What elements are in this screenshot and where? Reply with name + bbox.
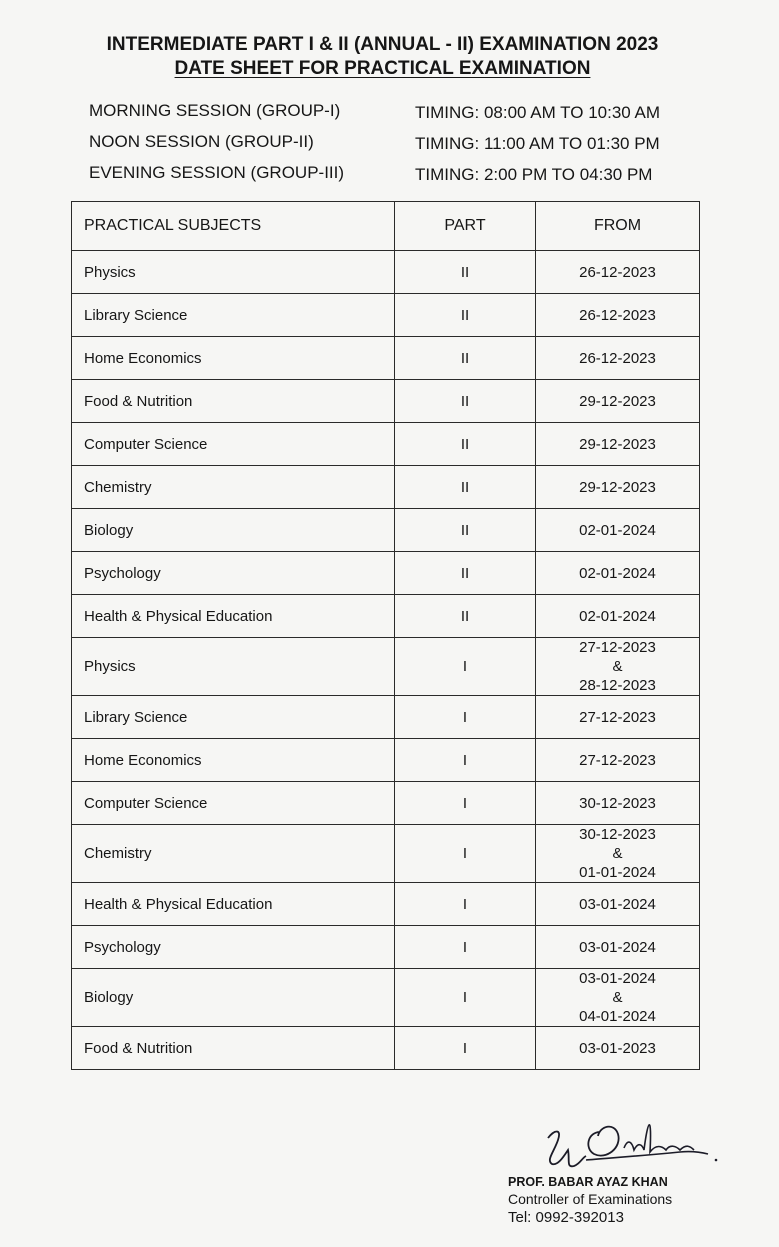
session-name: EVENING SESSION (GROUP-III) (89, 163, 345, 182)
subject-cell: Biology (72, 509, 395, 552)
part-cell: II (395, 380, 536, 423)
end-date: 28-12-2023 (579, 677, 656, 694)
subject-cell: Home Economics (72, 739, 395, 782)
table-header-row (72, 202, 700, 251)
part-cell: II (395, 251, 536, 294)
table-row (72, 638, 700, 696)
part-cell: I (395, 782, 536, 825)
part-cell: I (395, 696, 536, 739)
date-joiner: & (612, 989, 623, 1006)
date-cell: 26-12-2023 (536, 294, 700, 337)
date-cell: 27-12-2023 (536, 696, 700, 739)
table-row (72, 380, 700, 423)
subject-cell: Chemistry (72, 825, 395, 883)
session-timing: TIMING: 11:00 AM TO 01:30 PM (415, 134, 660, 153)
signatory-name: PROF. BABAR AYAZ KHAN (508, 1175, 668, 1189)
subject-cell: Food & Nutrition (72, 1027, 395, 1070)
subject-cell: Library Science (72, 294, 395, 337)
date-cell: 03-01-2024 (536, 883, 700, 926)
session-row (89, 159, 689, 190)
start-date: 30-12-2023 (579, 826, 656, 843)
subject-cell: Chemistry (72, 466, 395, 509)
subject-cell: Psychology (72, 926, 395, 969)
part-cell: II (395, 294, 536, 337)
part-cell: I (395, 1027, 536, 1070)
part-cell: I (395, 926, 536, 969)
subject-cell: Library Science (72, 696, 395, 739)
part-cell: II (395, 509, 536, 552)
session-timing: TIMING: 2:00 PM TO 04:30 PM (415, 165, 653, 184)
date-joiner: & (612, 658, 623, 675)
table-row (72, 926, 700, 969)
part-cell: I (395, 969, 536, 1027)
table-row (72, 825, 700, 883)
table-row (72, 466, 700, 509)
subject-cell: Physics (72, 638, 395, 696)
signatory-block (508, 1174, 672, 1228)
table-row (72, 969, 700, 1027)
subject-cell: Physics (72, 251, 395, 294)
part-cell: I (395, 825, 536, 883)
session-timings (89, 97, 689, 190)
part-cell: I (395, 739, 536, 782)
table-row (72, 251, 700, 294)
date-cell: 03-01-2023 (536, 1027, 700, 1070)
session-name: NOON SESSION (GROUP-II) (89, 132, 314, 151)
header-subjects: PRACTICAL SUBJECTS (72, 202, 395, 251)
date-cell: 26-12-2023 (536, 337, 700, 380)
part-cell: I (395, 883, 536, 926)
date-cell: 29-12-2023 (536, 380, 700, 423)
date-cell: 27-12-2023 (536, 739, 700, 782)
table-row (72, 782, 700, 825)
date-cell: 02-01-2024 (536, 509, 700, 552)
date-cell: 03-01-2024 (536, 926, 700, 969)
signatory-telephone: Tel: 0992-392013 (508, 1209, 624, 1226)
date-cell: 30-12-2023 (536, 782, 700, 825)
header-from: FROM (536, 202, 700, 251)
practical-date-sheet-table (71, 201, 700, 1070)
part-cell: II (395, 466, 536, 509)
start-date: 03-01-2024 (579, 970, 656, 987)
date-range-cell (536, 969, 700, 1027)
date-range-cell (536, 825, 700, 883)
page-subtitle (60, 57, 705, 81)
table-row (72, 739, 700, 782)
date-range-cell (536, 638, 700, 696)
start-date: 27-12-2023 (579, 639, 656, 656)
subtitle-text: DATE SHEET FOR PRACTICAL EXAMINATION (174, 58, 591, 79)
page-title: INTERMEDIATE PART I & II (ANNUAL - II) EXAMINATION 2023 (106, 34, 659, 55)
handwritten-signature (540, 1108, 720, 1176)
date-joiner: & (612, 845, 623, 862)
table-row (72, 294, 700, 337)
session-row (89, 97, 689, 128)
subject-cell: Biology (72, 969, 395, 1027)
date-cell: 26-12-2023 (536, 251, 700, 294)
table-row (72, 696, 700, 739)
subject-cell: Health & Physical Education (72, 595, 395, 638)
end-date: 04-01-2024 (579, 1008, 656, 1025)
subject-cell: Food & Nutrition (72, 380, 395, 423)
table-row (72, 552, 700, 595)
table-row (72, 423, 700, 466)
subject-cell: Home Economics (72, 337, 395, 380)
session-timing: TIMING: 08:00 AM TO 10:30 AM (415, 103, 661, 122)
subject-cell: Psychology (72, 552, 395, 595)
part-cell: II (395, 595, 536, 638)
part-cell: I (395, 638, 536, 696)
session-name: MORNING SESSION (GROUP-I) (89, 101, 341, 120)
session-row (89, 128, 689, 159)
signatory-designation: Controller of Examinations (508, 1191, 673, 1207)
date-cell: 02-01-2024 (536, 595, 700, 638)
date-cell: 29-12-2023 (536, 466, 700, 509)
part-cell: II (395, 337, 536, 380)
table-row (72, 337, 700, 380)
subject-cell: Computer Science (72, 782, 395, 825)
header-part: PART (395, 202, 536, 251)
end-date: 01-01-2024 (579, 864, 656, 881)
subject-cell: Health & Physical Education (72, 883, 395, 926)
part-cell: II (395, 552, 536, 595)
table-row (72, 883, 700, 926)
date-cell: 02-01-2024 (536, 552, 700, 595)
table-row (72, 509, 700, 552)
table-row (72, 595, 700, 638)
date-cell: 29-12-2023 (536, 423, 700, 466)
table-row (72, 1027, 700, 1070)
part-cell: II (395, 423, 536, 466)
subject-cell: Computer Science (72, 423, 395, 466)
